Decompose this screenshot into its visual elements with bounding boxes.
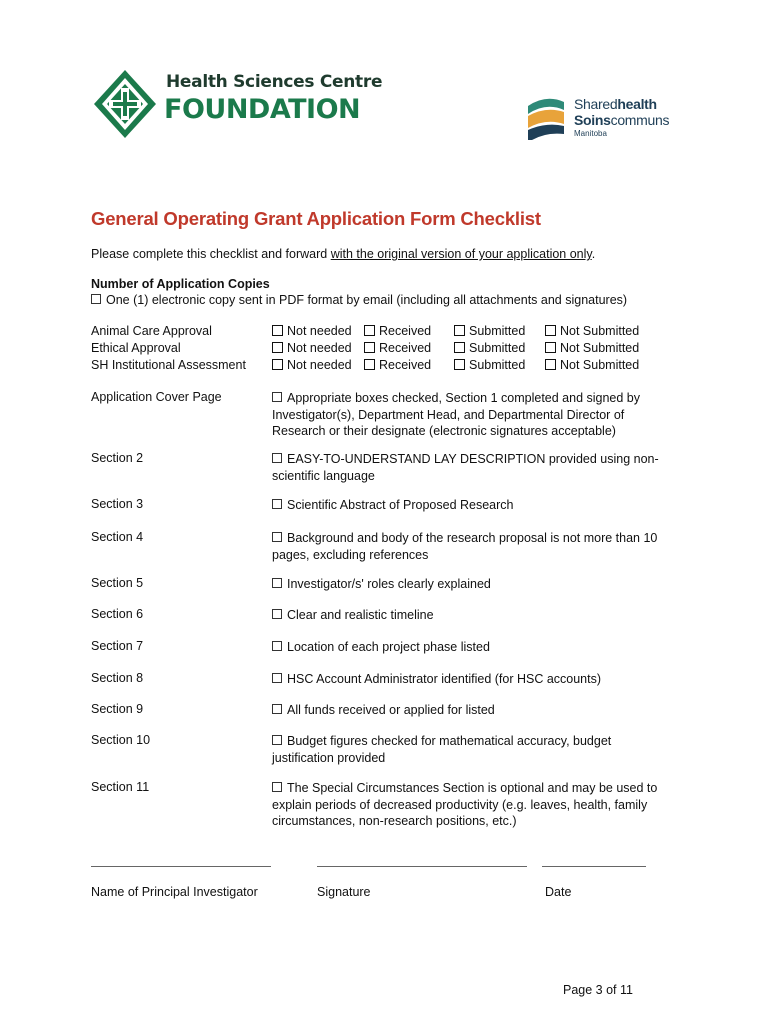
hsc-logo-line1: Health Sciences Centre [166, 72, 383, 92]
section-checkbox[interactable] [272, 609, 282, 619]
approval-option [364, 324, 431, 338]
section-checklist-item [272, 390, 672, 440]
section-item-text: Clear and realistic timeline [287, 608, 434, 622]
approval-row-label: SH Institutional Assessment [91, 358, 246, 372]
signature-label: Signature [317, 885, 371, 899]
section-checkbox[interactable] [272, 673, 282, 683]
section-checklist-item [272, 733, 672, 766]
approval-checkbox[interactable] [272, 359, 283, 370]
hsc-foundation-logo [92, 68, 383, 140]
section-label: Section 8 [91, 671, 144, 685]
approval-option-label: Submitted [469, 341, 526, 355]
shared-health-line3: Manitoba [574, 129, 607, 138]
copies-item: One (1) electronic copy sent in PDF format by email (including all attachments and signatures) [91, 293, 627, 307]
section-label: Section 11 [91, 780, 150, 794]
section-label: Section 5 [91, 576, 144, 590]
approval-option [454, 341, 525, 355]
approval-option-label: Received [379, 341, 432, 355]
approval-option-label: Submitted [469, 358, 526, 372]
section-checkbox[interactable] [272, 578, 282, 588]
approval-checkbox[interactable] [272, 325, 283, 336]
copies-checkbox[interactable] [91, 294, 101, 304]
approval-option [454, 358, 525, 372]
approval-option-label: Not Submitted [560, 341, 640, 355]
section-checkbox[interactable] [272, 704, 282, 714]
approval-checkbox[interactable] [545, 342, 556, 353]
section-checkbox[interactable] [272, 532, 282, 542]
section-item-text: EASY-TO-UNDERSTAND LAY DESCRIPTION provided using non-scientific language [272, 452, 659, 483]
approval-option [272, 341, 352, 355]
section-item-text: Location of each project phase listed [287, 640, 490, 654]
approval-option [272, 324, 352, 338]
approval-option-label: Submitted [469, 324, 526, 338]
hsc-diamond-icon [92, 68, 158, 140]
approval-checkbox[interactable] [545, 359, 556, 370]
section-item-text: Investigator/s' roles clearly explained [287, 577, 491, 591]
date-label: Date [545, 885, 572, 899]
shared-health-logo [524, 92, 694, 144]
approval-option [545, 358, 639, 372]
section-item-text: Background and body of the research proposal is not more than 10 pages, excluding references [272, 531, 658, 562]
section-checklist-item [272, 451, 672, 484]
section-item-text: Budget figures checked for mathematical accuracy, budget justification provided [272, 734, 612, 765]
shared-health-line2: Soinscommuns [574, 112, 670, 128]
section-checkbox[interactable] [272, 782, 282, 792]
section-label: Section 2 [91, 451, 144, 465]
section-checklist-item [272, 576, 672, 593]
approval-option [364, 358, 431, 372]
approval-checkbox[interactable] [364, 342, 375, 353]
section-label: Section 4 [91, 530, 144, 544]
section-label: Section 10 [91, 733, 151, 747]
approval-option [545, 324, 639, 338]
approval-option-label: Not needed [287, 341, 352, 355]
shared-health-emblem-icon [524, 94, 568, 140]
approval-option [454, 324, 525, 338]
approval-row-label: Ethical Approval [91, 341, 181, 355]
approval-option-label: Received [379, 324, 432, 338]
date-line[interactable] [542, 866, 646, 867]
pi-name-line[interactable] [91, 866, 271, 867]
section-label: Section 6 [91, 607, 144, 621]
section-checklist-item [272, 671, 672, 688]
section-checkbox[interactable] [272, 453, 282, 463]
approval-checkbox[interactable] [272, 342, 283, 353]
section-checkbox[interactable] [272, 392, 282, 402]
approval-checkbox[interactable] [545, 325, 556, 336]
section-checklist-item [272, 639, 672, 656]
section-checklist-item [272, 702, 672, 719]
section-item-text: The Special Circumstances Section is optional and may be used to explain periods of decreased productivity (e.g. leaves, health, family circumstances, non-research positions, etc.) [272, 781, 658, 828]
shared-health-line1: Sharedhealth [574, 96, 657, 112]
section-label: Application Cover Page [91, 390, 222, 404]
approval-option-label: Not Submitted [560, 324, 640, 338]
section-checkbox[interactable] [272, 641, 282, 651]
copies-heading: Number of Application Copies [91, 277, 270, 291]
section-label: Section 3 [91, 497, 144, 511]
section-checklist-item [272, 530, 672, 563]
approval-option-label: Received [379, 358, 432, 372]
approval-option [272, 358, 352, 372]
approval-checkbox[interactable] [364, 359, 375, 370]
section-item-text: Scientific Abstract of Proposed Research [287, 498, 514, 512]
page-title: General Operating Grant Application Form Checklist [91, 208, 541, 229]
approval-option-label: Not Submitted [560, 358, 640, 372]
intro-text: Please complete this checklist and forward with the original version of your application only. [91, 247, 596, 261]
section-item-text: Appropriate boxes checked, Section 1 completed and signed by Investigator(s), Department Head, and Departmental Director of Research or their designate (electronic signatures acceptable) [272, 391, 641, 438]
approval-checkbox[interactable] [454, 342, 465, 353]
approval-option-label: Not needed [287, 324, 352, 338]
approval-option [545, 341, 639, 355]
section-item-text: All funds received or applied for listed [287, 703, 495, 717]
section-item-text: HSC Account Administrator identified (for HSC accounts) [287, 672, 602, 686]
signature-line[interactable] [317, 866, 527, 867]
approval-checkbox[interactable] [454, 325, 465, 336]
hsc-logo-line2: FOUNDATION [164, 94, 361, 125]
section-checklist-item [272, 607, 672, 624]
section-checkbox[interactable] [272, 735, 282, 745]
approval-row-label: Animal Care Approval [91, 324, 212, 338]
pi-name-label: Name of Principal Investigator [91, 885, 258, 899]
approval-checkbox[interactable] [454, 359, 465, 370]
section-label: Section 9 [91, 702, 144, 716]
approval-checkbox[interactable] [364, 325, 375, 336]
section-checklist-item [272, 497, 672, 514]
page-number: Page 3 of 11 [563, 983, 633, 997]
section-label: Section 7 [91, 639, 144, 653]
section-checkbox[interactable] [272, 499, 282, 509]
approval-option [364, 341, 431, 355]
section-checklist-item [272, 780, 672, 830]
approval-option-label: Not needed [287, 358, 352, 372]
